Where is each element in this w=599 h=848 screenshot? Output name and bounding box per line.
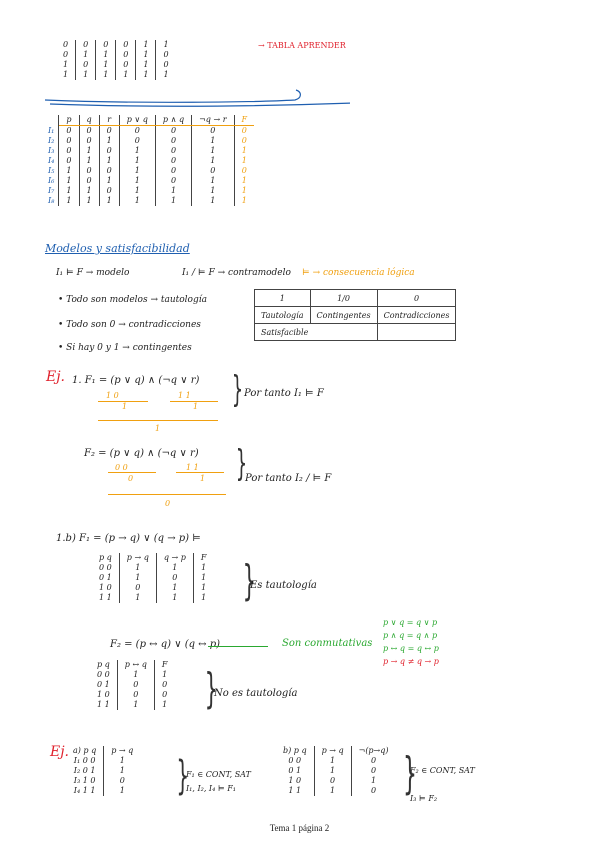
table-cell: I₁ 0 0 — [66, 756, 104, 766]
ej1b-truth-table-1 — [92, 553, 213, 603]
sat-cell: 1 — [255, 290, 311, 307]
ej2-truth-table-a — [66, 746, 140, 796]
table-cell: 0 — [192, 126, 234, 137]
ej1-f2-concl: Por tanto I₂ / ⊨ F — [245, 473, 332, 484]
conm-line: p ∨ q = q ∨ p — [383, 618, 438, 627]
brace: } — [231, 369, 244, 410]
table-cell: 1 — [314, 786, 351, 796]
table-cell: 0 — [155, 136, 191, 146]
table-cell: 1 — [96, 50, 116, 60]
sat-cell: Contingentes — [310, 307, 377, 324]
bullet-contradicciones: • Todo son 0 → contradicciones — [58, 320, 201, 330]
table-cell: 1 0 — [276, 776, 314, 786]
brace: } — [235, 443, 248, 484]
table-row — [44, 136, 254, 146]
table-cell: I₂ — [44, 136, 59, 146]
main-truth-table — [44, 115, 254, 206]
ej2-b-concl: F₂ ∈ CONT, SAT — [410, 766, 475, 775]
table-cell: 1 — [192, 156, 234, 166]
table-row — [44, 166, 254, 176]
table-cell: 1 1 — [90, 700, 117, 710]
ej-label: Ej. — [46, 369, 66, 385]
table-cell: F — [161, 660, 168, 669]
table-cell: I₈ — [44, 196, 59, 206]
table-cell: 1 — [241, 146, 247, 155]
table-row — [56, 70, 176, 80]
table-row — [44, 156, 254, 166]
conm-line: p ∧ q = q ∧ p — [383, 631, 438, 640]
ej1-f1-concl: Por tanto I₁ ⊨ F — [244, 388, 324, 399]
table-row — [92, 573, 213, 583]
table-row — [56, 60, 176, 70]
table-cell: 1 — [79, 156, 99, 166]
table-cell: 1 — [96, 70, 116, 80]
ej1-f1: 1. F₁ = (p ∨ q) ∧ (¬q ∨ r) — [72, 375, 200, 386]
table-cell: 1 — [99, 176, 119, 186]
table-cell: 0 — [99, 146, 119, 156]
table-cell: 0 — [155, 156, 191, 166]
table-cell: 1 — [56, 60, 76, 70]
table-cell: 1 — [119, 186, 155, 196]
table-cell: 1 1 — [92, 593, 119, 603]
ej2-a-concl: F₁ ∈ CONT, SAT — [186, 770, 251, 779]
table-cell: 0 — [99, 126, 119, 137]
table-cell: 0 — [162, 690, 168, 699]
table-cell: 1 — [241, 186, 247, 195]
table-row — [56, 40, 176, 50]
table-cell: 1 — [59, 176, 79, 186]
table-cell: b) p q — [276, 746, 314, 756]
table-row — [92, 583, 213, 593]
brace: } — [176, 753, 190, 799]
ej1-f2-sub: 0 — [128, 474, 134, 483]
conm-line: p ↔ q = q ↔ p — [383, 644, 439, 653]
table-cell: I₂ 0 1 — [66, 766, 104, 776]
table-cell: 1 — [156, 593, 193, 603]
table-cell: I₃ 1 0 — [66, 776, 104, 786]
underline — [98, 420, 218, 421]
table-cell: p → q — [314, 746, 351, 756]
table-cell: 1 — [155, 186, 191, 196]
table-row — [276, 756, 396, 766]
table-cell: 0 — [116, 50, 136, 60]
page-footer: Tema 1 página 2 — [269, 823, 330, 833]
corner-cell — [44, 115, 59, 126]
table-cell: 1 — [201, 593, 207, 602]
table-row — [92, 593, 213, 603]
table-cell: I₅ — [44, 166, 59, 176]
table-cell: 0 — [155, 146, 191, 156]
table-cell: 1 — [119, 563, 156, 573]
table-cell: 1 — [192, 136, 234, 146]
table-cell: 1 — [119, 573, 156, 583]
table-cell: 1 — [314, 756, 351, 766]
table-cell: 1 — [155, 196, 191, 206]
table-cell: 1 — [241, 176, 247, 185]
strike — [208, 646, 268, 647]
table-cell: 1 — [59, 196, 79, 206]
table-row — [92, 563, 213, 573]
ej1-f2-res: 0 — [165, 499, 171, 508]
bullet-contingentes: • Si hay 0 y 1 → contingentes — [58, 343, 192, 353]
table-cell: 1 — [156, 583, 193, 593]
modelo-line: I₁ ⊨ F → modelo — [56, 268, 130, 278]
table-row — [66, 766, 140, 776]
table-cell: 0 — [99, 186, 119, 196]
table-cell: 0 — [155, 126, 191, 137]
header-row — [66, 746, 140, 756]
table-cell: 0 — [79, 176, 99, 186]
table-cell: 1 — [56, 70, 76, 80]
table-cell: 0 — [241, 126, 247, 135]
table-cell: 0 — [116, 60, 136, 70]
table-cell: 1 — [79, 186, 99, 196]
modelos-title: Modelos y satisfacibilidad — [45, 242, 190, 255]
sat-cell — [377, 324, 456, 341]
table-cell: 1 — [79, 146, 99, 156]
ej2-b-concl: I₃ ⊨ F₂ — [410, 794, 438, 803]
ej1b-t2-concl: No es tautología — [214, 688, 298, 699]
table-cell: 1 — [117, 700, 154, 710]
ej1-f1-sub: 1 — [193, 402, 199, 411]
table-cell: I₆ — [44, 176, 59, 186]
table-cell: 1 — [201, 563, 207, 572]
table-cell: 0 — [59, 126, 79, 137]
table-cell: 0 — [163, 60, 169, 69]
conm-red-line: p → q ≠ q → p — [383, 657, 439, 666]
table-row — [44, 196, 254, 206]
table-cell: 1 — [119, 766, 125, 775]
bullet-tautologia: • Todo son modelos → tautología — [58, 295, 207, 305]
table-cell: 1 — [163, 40, 169, 49]
table-cell: 1 0 — [90, 690, 117, 700]
table-cell: 1 — [192, 176, 234, 186]
table-cell: 0 — [371, 786, 377, 795]
sat-cell: Tautología — [255, 307, 311, 324]
underline — [108, 472, 156, 473]
table-cell: 0 — [119, 136, 155, 146]
table-row — [90, 700, 174, 710]
table-cell: 1 — [136, 70, 156, 80]
ej1b-f2: F₂ = (p ↔ q) ∨ (q ↔ p) — [110, 639, 221, 650]
sat-cell: Satisfacible — [255, 324, 378, 341]
table-row — [44, 146, 254, 156]
table-cell: 1 — [79, 196, 99, 206]
table-cell: 0 0 — [92, 563, 119, 573]
table-cell: 0 1 — [276, 766, 314, 776]
table-cell: 0 — [192, 166, 234, 176]
table-row — [276, 776, 396, 786]
table-cell: 1 — [99, 156, 119, 166]
table-row — [44, 186, 254, 196]
ej1b-t1-concl: Es tautología — [250, 580, 317, 591]
table-cell: I₄ — [44, 156, 59, 166]
sat-cell: 0 — [377, 290, 456, 307]
header-row — [92, 553, 213, 563]
table-cell: p ∧ q — [155, 115, 191, 126]
table-cell: 0 1 — [90, 680, 117, 690]
table-cell: ¬(p→q) — [358, 746, 389, 755]
table-cell: 1 — [119, 756, 125, 765]
brace: } — [403, 748, 417, 799]
ej1-f2-sub: 0 0 — [115, 463, 128, 472]
table-cell: I₁ — [44, 126, 59, 137]
table-cell: 1 0 — [92, 583, 119, 593]
table-cell: 1 — [96, 60, 116, 70]
ej1b-f1: 1.b) F₁ = (p → q) ∨ (q → p) ⊨ — [56, 533, 201, 544]
table-cell: 0 0 — [90, 670, 117, 680]
table-cell: p q — [90, 660, 117, 670]
table-cell: p q — [92, 553, 119, 563]
underline — [176, 472, 224, 473]
table-cell: 0 — [116, 40, 136, 50]
table-row — [56, 50, 176, 60]
ej2-a-concl: I₁, I₂, I₄ ⊨ F₁ — [186, 784, 236, 793]
table-cell: 0 — [162, 680, 168, 689]
table-cell: r — [99, 115, 119, 126]
table-cell: 1 — [119, 166, 155, 176]
table-cell: 0 — [56, 40, 76, 50]
conmutativas-note: Son conmutativas — [282, 638, 373, 649]
table-cell: a) p q — [66, 746, 104, 756]
table-cell: 0 — [56, 50, 76, 60]
table-cell: 1 — [76, 50, 96, 60]
table-cell: p ∨ q — [119, 115, 155, 126]
table-cell: 1 — [99, 136, 119, 146]
table-cell: 0 — [119, 776, 125, 785]
table-cell: 0 — [155, 166, 191, 176]
table-cell: 0 — [163, 50, 169, 59]
underline — [108, 494, 226, 495]
table-cell: ¬q → r — [192, 115, 234, 126]
table-row — [66, 776, 140, 786]
table-cell: q → p — [156, 553, 193, 563]
table-cell: 1 — [119, 156, 155, 166]
header-row — [90, 660, 174, 670]
table-cell: 0 — [59, 146, 79, 156]
table-row — [44, 176, 254, 186]
table-cell: p ↔ q — [117, 660, 154, 670]
table-cell: 1 — [119, 593, 156, 603]
table-cell: 0 — [241, 136, 247, 145]
table-cell: q — [79, 115, 99, 126]
table-row — [90, 680, 174, 690]
table-row — [276, 786, 396, 796]
table-cell: 1 — [201, 573, 207, 582]
ej1-f1-sub: 1 1 — [178, 391, 191, 400]
sat-cell: 1/0 — [310, 290, 377, 307]
satisfacibility-table — [254, 289, 456, 341]
table-cell: 0 1 — [92, 573, 119, 583]
table-cell: p → q — [111, 746, 134, 755]
table-row — [90, 670, 174, 680]
table-cell: 1 — [162, 670, 168, 679]
table-cell: 1 — [314, 766, 351, 776]
ej1-f2-sub: 1 1 — [186, 463, 199, 472]
table-cell: I₇ — [44, 186, 59, 196]
table-cell: p → q — [119, 553, 156, 563]
table-cell: 0 — [156, 573, 193, 583]
table-cell: 1 — [99, 196, 119, 206]
table-cell: 1 — [119, 196, 155, 206]
table-cell: 1 — [119, 786, 125, 795]
table-cell: 1 — [201, 583, 207, 592]
table-row — [276, 766, 396, 776]
table-cell: 1 — [192, 186, 234, 196]
table-cell: 1 — [136, 40, 156, 50]
table-cell: 0 — [79, 166, 99, 176]
table-cell: 1 — [241, 156, 247, 165]
top-truth-table — [56, 40, 176, 80]
table-cell: 1 — [136, 50, 156, 60]
table-cell: 0 — [314, 776, 351, 786]
blue-underline — [40, 88, 350, 110]
table-cell: 0 — [76, 40, 96, 50]
table-cell: 0 — [155, 176, 191, 186]
ej1-f2-sub: 1 — [200, 474, 206, 483]
table-cell: 1 — [162, 700, 168, 709]
table-cell: 0 — [371, 766, 377, 775]
ej1-f1-res: 1 — [155, 424, 161, 433]
ej1-f1-sub: 1 — [122, 402, 128, 411]
table-cell: 0 — [117, 690, 154, 700]
table-cell: 1 — [116, 70, 136, 80]
ej1b-truth-table-2 — [90, 660, 174, 710]
table-cell: F — [200, 553, 207, 562]
table-cell: 0 — [119, 126, 155, 137]
table-cell: 1 — [59, 166, 79, 176]
table-cell: 0 — [96, 40, 116, 50]
table-cell: 0 — [117, 680, 154, 690]
table-cell: 1 — [76, 70, 96, 80]
table-cell: 1 — [156, 563, 193, 573]
table-cell: 1 — [59, 186, 79, 196]
table-cell: 1 — [119, 176, 155, 186]
table-cell: 0 — [59, 136, 79, 146]
ej1-f2: F₂ = (p ∨ q) ∧ (¬q ∨ r) — [84, 448, 199, 459]
table-row — [66, 786, 140, 796]
table-cell: 1 — [136, 60, 156, 70]
table-cell: 1 — [163, 70, 169, 79]
table-cell: 0 — [99, 166, 119, 176]
header-row — [44, 115, 254, 126]
table-cell: I₄ 1 1 — [66, 786, 104, 796]
table-cell: F — [234, 115, 254, 126]
brace: } — [204, 664, 219, 713]
table-cell: 1 — [117, 670, 154, 680]
consecuencia-line: ⊨ → consecuencia lógica — [302, 268, 415, 278]
table-cell: I₃ — [44, 146, 59, 156]
table-row — [66, 756, 140, 766]
table-cell: 0 — [76, 60, 96, 70]
table-cell: 0 — [241, 166, 247, 175]
table-cell: 1 — [119, 146, 155, 156]
tabla-aprender-note: → TABLA APRENDER — [258, 41, 346, 50]
contramodelo-line: I₁ / ⊨ F → contramodelo — [182, 268, 291, 278]
table-cell: 0 — [79, 126, 99, 137]
table-row — [90, 690, 174, 700]
table-cell: 1 — [241, 196, 247, 205]
sat-cell: Contradicciones — [377, 307, 456, 324]
table-row — [44, 126, 254, 137]
ej-label: Ej. — [50, 744, 70, 760]
table-cell: 0 — [79, 136, 99, 146]
header-row — [276, 746, 396, 756]
table-cell: p — [59, 115, 79, 126]
table-cell: 1 — [192, 196, 234, 206]
brace: } — [242, 556, 257, 605]
table-cell: 1 1 — [276, 786, 314, 796]
table-cell: 0 — [371, 756, 377, 765]
table-cell: 0 — [59, 156, 79, 166]
table-cell: 0 — [119, 583, 156, 593]
ej1-f1-sub: 1 0 — [106, 391, 119, 400]
table-cell: 0 0 — [276, 756, 314, 766]
table-cell: 1 — [192, 146, 234, 156]
ej2-truth-table-b — [276, 746, 396, 796]
table-cell: 1 — [371, 776, 377, 785]
